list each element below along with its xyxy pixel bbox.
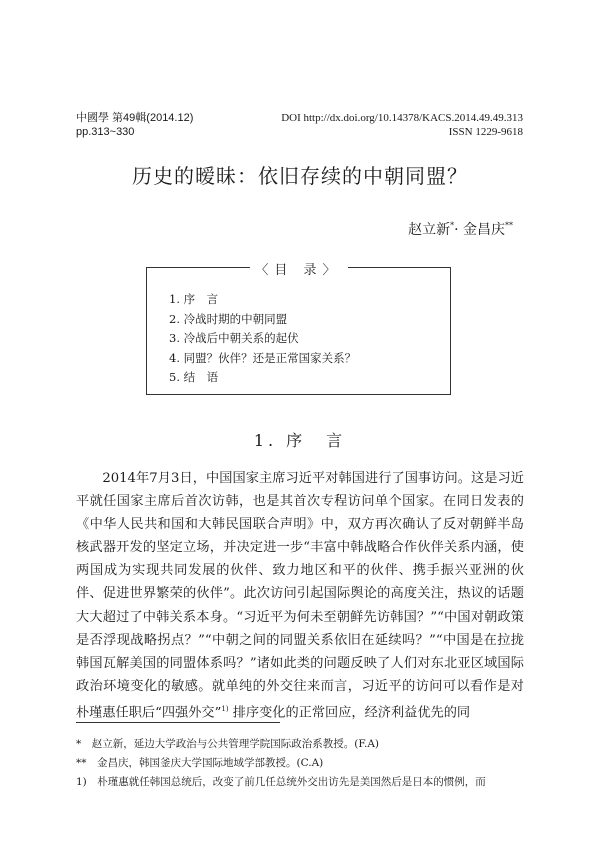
author-footnote-mark: ** (505, 221, 513, 230)
footnote-divider (76, 722, 280, 723)
author-name: 赵立新 (408, 222, 451, 238)
toc-list (169, 290, 356, 388)
section-heading: 1. 序 言 (253, 431, 347, 450)
author-footnote-mark: * (450, 221, 455, 230)
journal-issue: 中國學 第49輯(2014.12) (76, 112, 194, 124)
paragraph-text: 2014年7月3日，中国国家主席习近平对韩国进行了国事访问。这是习近平就任国家主席后首次访韩，也是其首次专程访问单个国家。在同日发表的《中华人民共和国和大韩民国联合声明》中，双方再次确认了反对朝鲜半岛核武器开发的坚定立场，并决定进一步“丰富中韩战略合作伙伴关系内涵，使两国成为实现共同发展的伙伴、致力地区和平的伙伴、携手振兴亚洲的伙伴、促进世界繁荣的伙伴”。此次访问引起国际舆论的高度关注，热议的话题大大超过了中韩关系本身。“习近平为何未至朝鲜先访韩国？”“中国对朝政策是否浮现战略拐点？”“中朝之间的同盟关系依旧在延续吗？”“中国是在拉拢韩国瓦解美国的同盟体系吗？”诸如此类的问题反映了人们对东北亚区域国际政治环境变化的敏感。就单纯的外交往来而言，习近平的访问可以看作是对朴瑾惠任职后“四强外交” (76, 471, 524, 721)
toc-item: 4. 同盟？伙伴？还是正常国家关系？ (169, 350, 357, 365)
page-range: pp.313~330 (76, 126, 135, 138)
paragraph-text-tail: 排序变化的正常回应，经济利益优先的同 (228, 705, 471, 721)
issn: ISSN 1229-9618 (448, 126, 523, 138)
author-name: 金昌庆 (463, 222, 505, 238)
table-of-contents (146, 263, 451, 395)
toc-item: 3. 冷战后中朝关系的起伏 (169, 331, 299, 345)
body-paragraph (76, 467, 524, 724)
toc-item: 2. 冷战时期的中朝同盟 (169, 311, 288, 326)
journal-info (76, 111, 193, 139)
doi-link[interactable]: DOI http://dx.doi.org/10.14378/KACS.2014.49.49.313 (281, 112, 523, 124)
footnote: ** 金昌庆，韩国釜庆大学国际地域学部教授。(C.A) (76, 757, 324, 769)
toc-item: 5. 结 语 (169, 370, 219, 384)
footnotes (76, 735, 526, 792)
footnote: * 赵立新，延边大学政治与公共管理学院国际政治系教授。(F.A) (76, 738, 380, 750)
toc-heading: 〈目 录〉 (249, 259, 347, 278)
footnote: 1) 朴瑾惠就任韩国总统后，改变了前几任总统外交出访先是美国然后是日本的惯例，而 (76, 776, 486, 788)
article-title: 历史的暧昧：依旧存续的中朝同盟？ (132, 164, 468, 188)
author-line (408, 219, 513, 239)
doi-info (281, 111, 523, 139)
author-separator: · (454, 222, 463, 238)
toc-item: 1. 序 言 (169, 292, 219, 306)
footnote-reference: 1) (221, 704, 229, 713)
